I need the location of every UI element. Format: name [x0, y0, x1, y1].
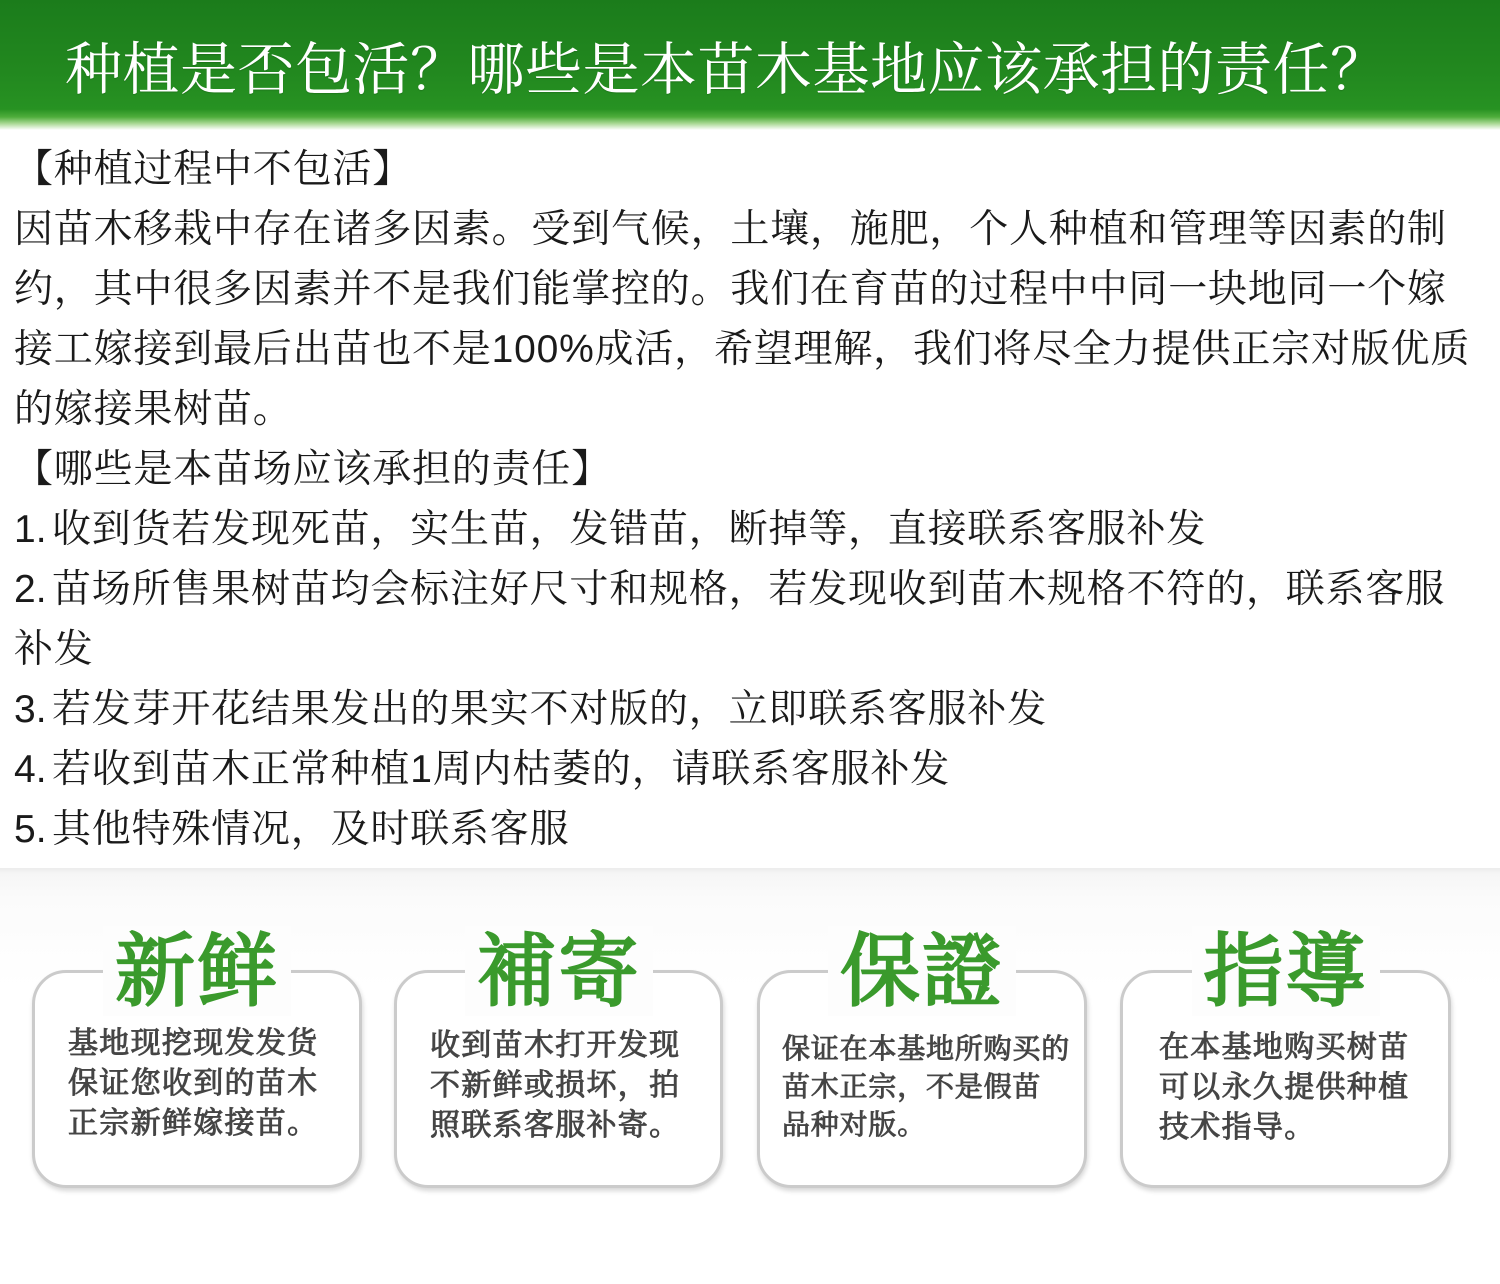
feature-text-line: 可以永久提供种植 — [1159, 1071, 1410, 1104]
feature-title: 指導 — [1192, 926, 1380, 1016]
item-number: 1. — [14, 508, 47, 551]
item-text: 其他特殊情况，及时联系客服 — [52, 808, 570, 851]
feature-card-fresh — [32, 924, 362, 1188]
features-section — [0, 868, 1500, 1284]
feature-text-line: 技术指导。 — [1159, 1111, 1316, 1144]
item-number: 2. — [14, 568, 47, 611]
item-text: 苗场所售果树苗均会标注好尺寸和规格，若发现收到苗木规格不符的，联系客服 — [52, 568, 1446, 611]
item-line — [14, 500, 1484, 560]
item-line — [14, 620, 1484, 680]
item-line — [14, 740, 1484, 800]
feature-text-line: 在本基地购买树苗 — [1159, 1031, 1410, 1064]
feature-card-guarantee — [757, 924, 1087, 1188]
item-number: 5. — [14, 808, 47, 851]
feature-text-line: 基地现挖现发发货 — [68, 1027, 319, 1060]
responsibility-item — [14, 800, 1484, 860]
item-text: 若收到苗木正常种植1周内枯萎的，请联系客服补发 — [52, 748, 951, 791]
policy-section — [14, 140, 1484, 860]
explanation-line: 接工嫁接到最后出苗也不是100%成活，希望理解，我们将尽全力提供正宗对版优质 — [14, 328, 1471, 371]
feature-title: 新鲜 — [103, 926, 291, 1016]
item-number: 4. — [14, 748, 47, 791]
feature-text-line: 收到苗木打开发现 — [430, 1029, 681, 1062]
feature-text-line: 苗木正宗，不是假苗 — [782, 1071, 1042, 1102]
responsibility-item — [14, 680, 1484, 740]
feature-text-line: 不新鲜或损坏，拍 — [430, 1069, 681, 1102]
feature-text-line: 照联系客服补寄。 — [430, 1109, 681, 1142]
item-text: 若发芽开花结果发出的果实不对版的，立即联系客服补发 — [52, 688, 1048, 731]
feature-text-line: 品种对版。 — [782, 1109, 927, 1140]
feature-text-line: 正宗新鲜嫁接苗。 — [68, 1107, 319, 1140]
section-heading-responsibilities: 【哪些是本苗场应该承担的责任】 — [14, 448, 612, 491]
header-banner — [0, 0, 1500, 130]
item-line — [14, 680, 1484, 740]
section-heading-not-guaranteed: 【种植过程中不包活】 — [14, 148, 413, 191]
responsibility-item — [14, 740, 1484, 800]
feature-description — [430, 1026, 680, 1146]
item-line — [14, 560, 1484, 620]
feature-card-guidance — [1120, 924, 1451, 1188]
responsibility-item — [14, 560, 1484, 680]
explanation-line: 因苗木移栽中存在诸多因素。受到气候，土壤，施肥，个人种植和管理等因素的制 — [14, 208, 1447, 251]
feature-description — [782, 1030, 1070, 1144]
feature-text-line: 保证在本基地所购买的 — [782, 1033, 1071, 1064]
item-text: 收到货若发现死苗，实生苗，发错苗，断掉等，直接联系客服补发 — [52, 508, 1207, 551]
responsibility-item — [14, 500, 1484, 560]
feature-title: 補寄 — [465, 926, 653, 1016]
item-text: 补发 — [14, 628, 94, 671]
feature-text-line: 保证您收到的苗木 — [68, 1067, 319, 1100]
feature-description — [68, 1024, 318, 1144]
page-title: 种植是否包活？哪些是本苗木基地应该承担的责任？ — [65, 38, 1388, 102]
explanation-line: 约，其中很多因素并不是我们能掌控的。我们在育苗的过程中中同一块地同一个嫁 — [14, 268, 1447, 311]
item-line — [14, 800, 1484, 860]
feature-title: 保證 — [828, 926, 1016, 1016]
item-number: 3. — [14, 688, 47, 731]
feature-card-reship — [394, 924, 723, 1188]
explanation-line: 的嫁接果树苗。 — [14, 388, 293, 431]
feature-description — [1159, 1028, 1409, 1148]
